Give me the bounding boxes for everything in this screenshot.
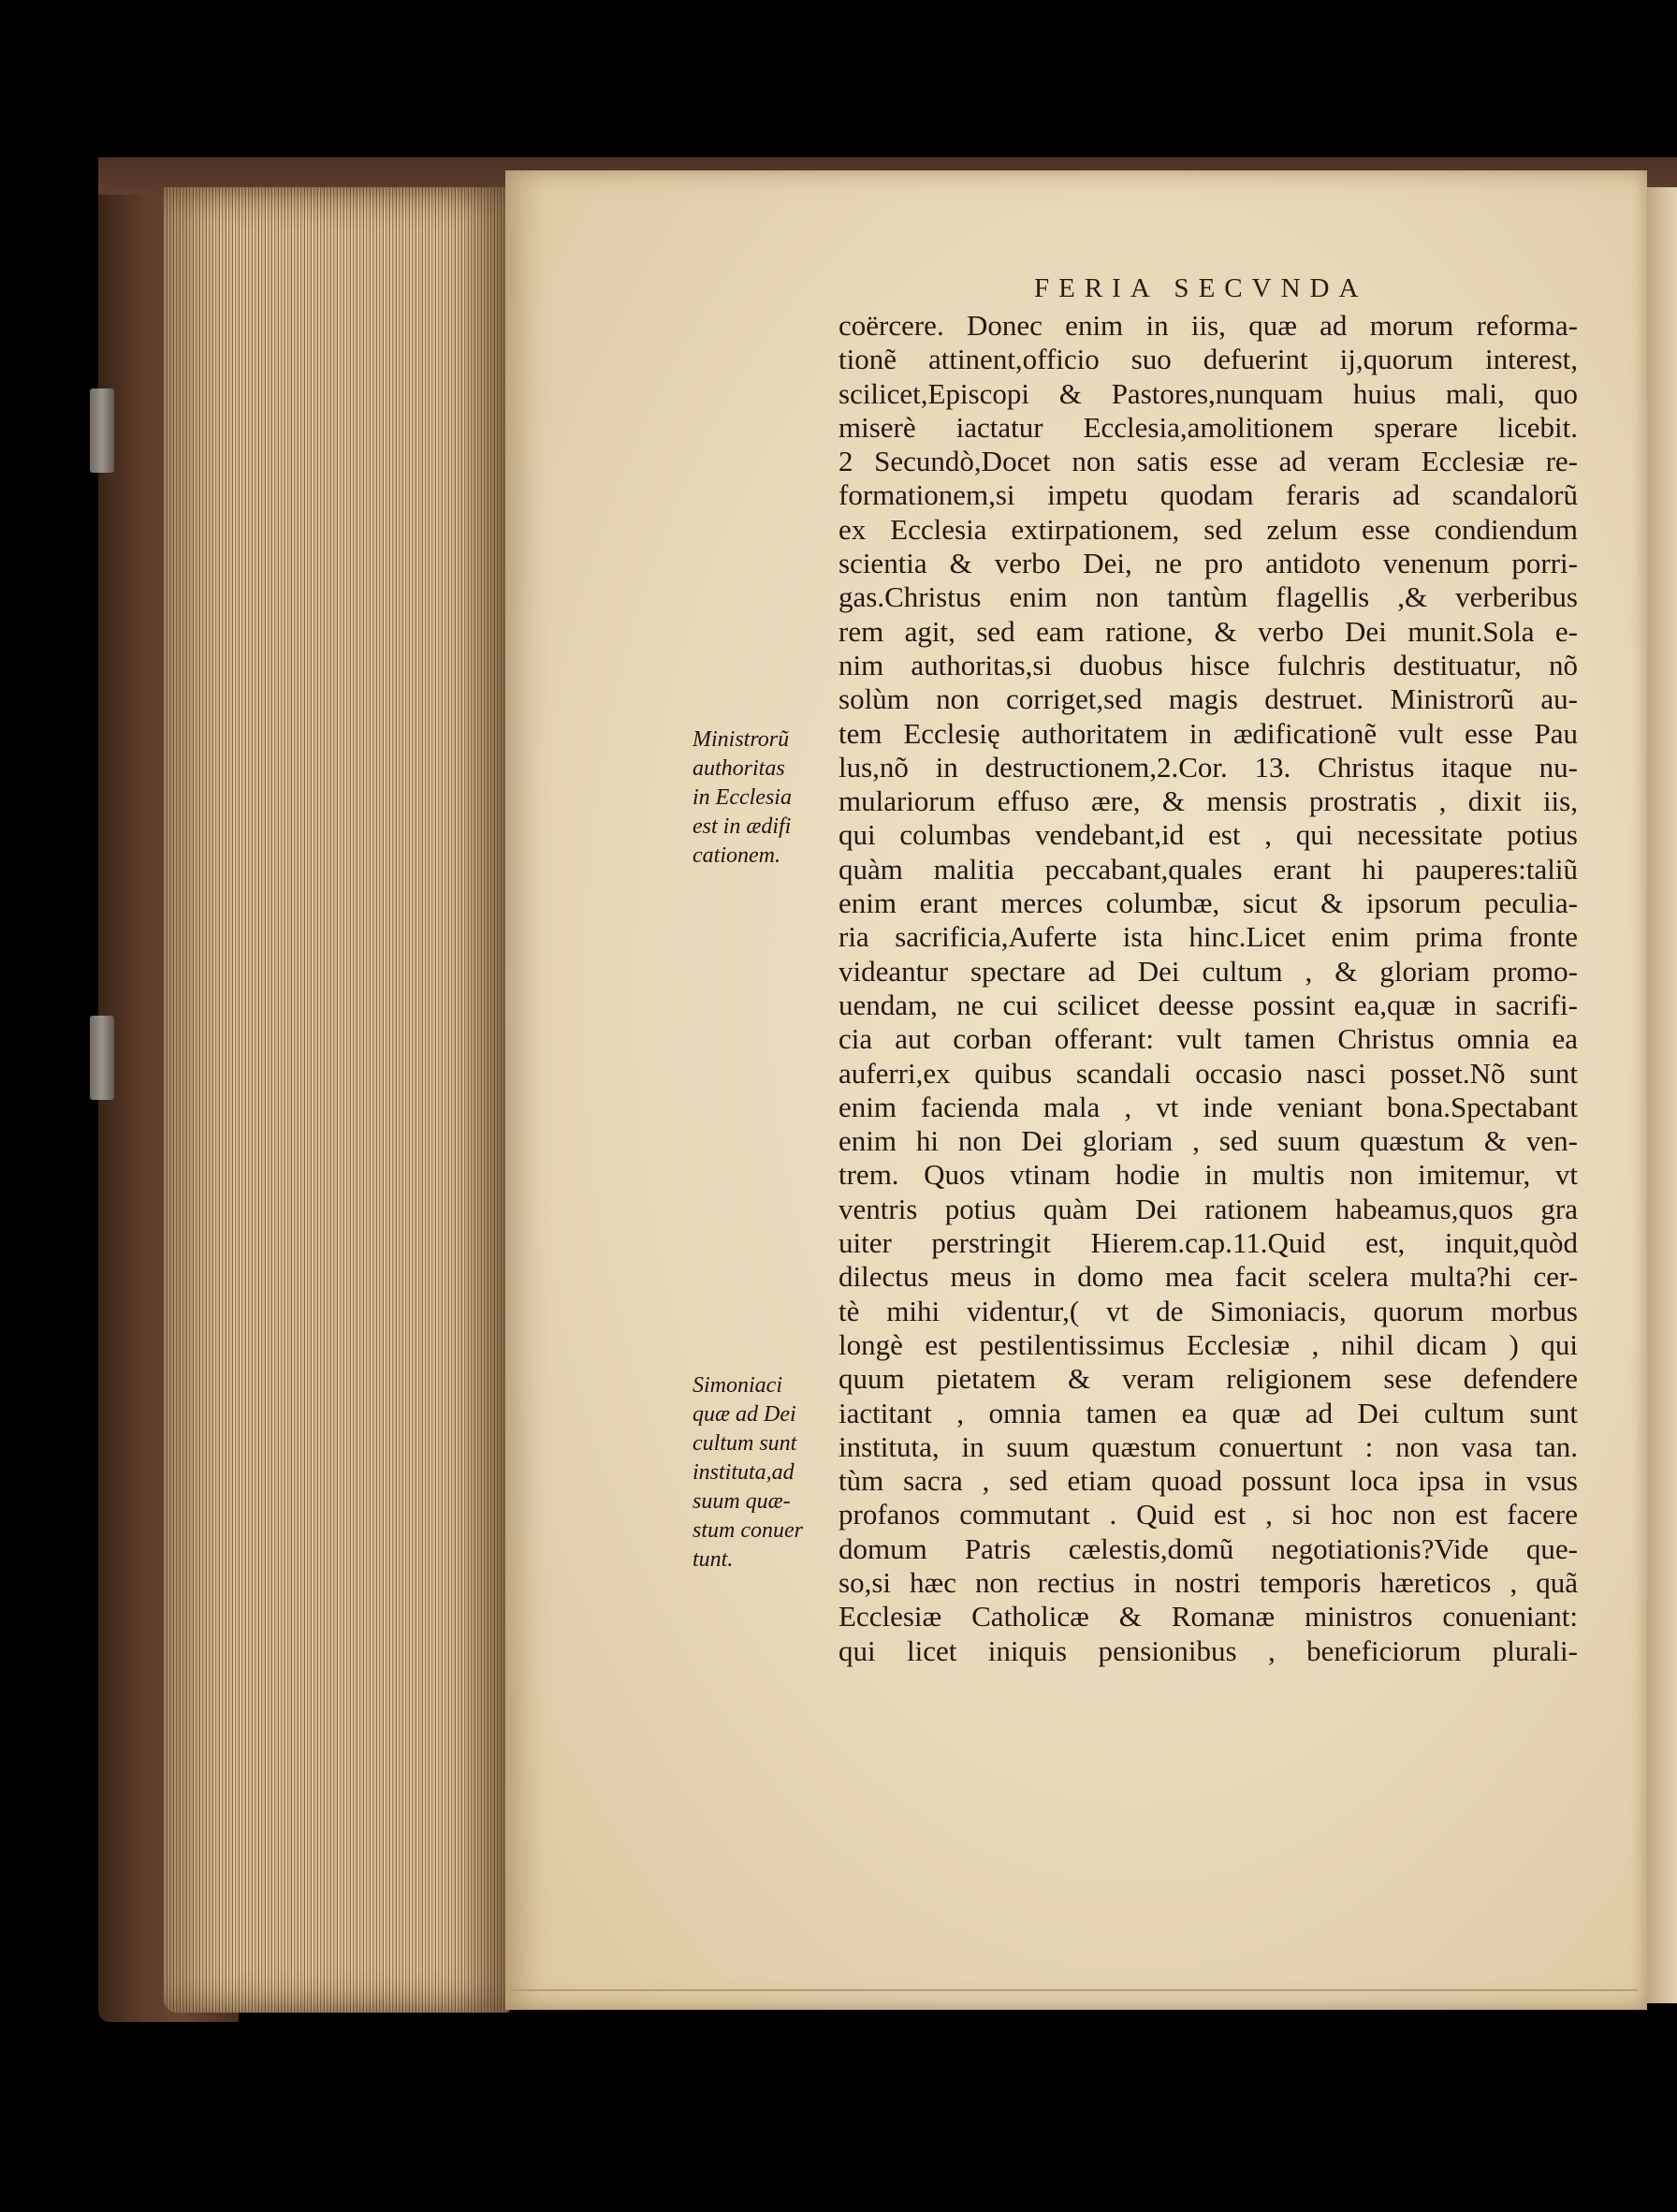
margin-note-line: Ministrorũ	[693, 727, 790, 752]
body-line: coërcere. Donec enim in iis, quæ ad morum reforma-	[838, 309, 1578, 342]
margin-note-line: cultum sunt	[693, 1431, 797, 1456]
margin-note-line: est in ædifi	[693, 814, 792, 839]
body-line: instituta, in suum quæstum conuertunt : non vasa tan.	[838, 1429, 1578, 1463]
body-line: scientia & verbo Dei, ne pro antidoto venenum porri-	[838, 547, 1578, 580]
body-line: tem Ecclesię authoritatem in ædificationẽ vult esse Pau	[838, 716, 1578, 750]
body-line: enim facienda mala , vt inde veniant bona.Spectabant	[838, 1090, 1578, 1123]
body-line: scilicet,Episcopi & Pastores,nunquam huius mali, quo	[838, 376, 1578, 410]
margin-note-line: instituta,ad	[693, 1460, 795, 1485]
margin-note-simoniaci	[693, 1371, 842, 1575]
body-line: ria sacrificia,Auferte ista hinc.Licet enim prima fronte	[838, 920, 1578, 954]
body-line: enim hi non Dei gloriam , sed suum quæstum & ven-	[838, 1124, 1578, 1158]
body-line: quàm malitia peccabant,quales erant hi pauperes:taliũ	[838, 852, 1578, 886]
body-line: profanos commutant . Quid est , si hoc non est facere	[838, 1498, 1578, 1531]
body-line: videantur spectare ad Dei cultum , & gloriam promo-	[838, 954, 1578, 988]
body-text	[838, 309, 1578, 1668]
body-line: dilectus meus in domo mea facit scelera multa?hi cer-	[838, 1260, 1578, 1294]
body-line: quum pietatem & veram religionem sese defendere	[838, 1362, 1578, 1396]
margin-note-line: Simoniaci	[693, 1373, 782, 1398]
body-line: cia aut corban offerant: vult tamen Christus omnia ea	[838, 1022, 1578, 1056]
body-line: tè mihi videntur,( vt de Simoniacis, quorum morbus	[838, 1294, 1578, 1327]
body-line: qui licet iniquis pensionibus , beneficiorum plurali-	[838, 1633, 1578, 1667]
margin-note-line: in Ecclesia	[693, 785, 792, 810]
clasp-pin-upper	[90, 388, 114, 473]
body-line: gas.Christus enim non tantùm flagellis ,& verberibus	[838, 580, 1578, 614]
body-line: formationem,si impetu quodam feraris ad scandalorũ	[838, 478, 1578, 512]
body-line: trem. Quos vtinam hodie in multis non imitemur, vt	[838, 1158, 1578, 1192]
margin-note-line: cationem.	[693, 843, 780, 868]
body-line: uiter perstringit Hierem.cap.11.Quid est, inquit,quòd	[838, 1226, 1578, 1260]
body-line: domum Patris cælestis,domũ negotiationis?Vide que-	[838, 1531, 1578, 1565]
body-line: ex Ecclesia extirpationem, sed zelum esse condiendum	[838, 512, 1578, 546]
body-line: lus,nõ in destructionem,2.Cor. 13. Christus itaque nu-	[838, 750, 1578, 784]
body-line: miserè iactatur Ecclesia,amolitionem sperare licebit.	[838, 410, 1578, 444]
body-line: nim authoritas,si duobus hisce fulchris destituatur, nõ	[838, 648, 1578, 681]
body-line: iactitant , omnia tamen ea quæ ad Dei cultum sunt	[838, 1396, 1578, 1429]
body-line: mulariorum effuso ære, & mensis prostratis , dixit iis,	[838, 784, 1578, 818]
page-block-edges	[164, 187, 510, 2013]
body-line: auferri,ex quibus scandali occasio nasci posset.Nõ sunt	[838, 1056, 1578, 1090]
body-line: ventris potius quàm Dei rationem habeamus,quos gra	[838, 1192, 1578, 1225]
body-line: solùm non corriget,sed magis destruet. Ministrorũ au-	[838, 682, 1578, 716]
body-line: uendam, ne cui scilicet deesse possint ea,quæ in sacrifi-	[838, 988, 1578, 1021]
margin-note-line: tunt.	[693, 1547, 734, 1572]
body-line: Ecclesiæ Catholicæ & Romanæ ministros conueniant:	[838, 1600, 1578, 1633]
running-head: FERIA SECVNDA	[1034, 273, 1368, 303]
body-line: tùm sacra , sed etiam quoad possunt loca ipsa in vsus	[838, 1464, 1578, 1498]
body-line: so,si hæc non rectius in nostri temporis hæreticos , quã	[838, 1565, 1578, 1599]
body-line: enim erant merces columbæ, sicut & ipsorum peculia-	[838, 886, 1578, 920]
clasp-pin-lower	[90, 1016, 114, 1100]
margin-note-line: quæ ad Dei	[693, 1402, 796, 1427]
body-line: qui columbas vendebant,id est , qui necessitate potius	[838, 818, 1578, 852]
margin-note-line: authoritas	[693, 756, 785, 781]
body-line: 2 Secundò,Docet non satis esse ad veram Ecclesiæ re-	[838, 445, 1578, 478]
margin-note-line: stum conuer	[693, 1518, 803, 1543]
margin-note-ministrorum	[693, 725, 842, 871]
body-line: tionẽ attinent,officio suo defuerint ij,quorum interest,	[838, 343, 1578, 376]
page-bottom-rule	[510, 1989, 1638, 1991]
margin-note-line: suum quæ-	[693, 1489, 791, 1514]
body-line: longè est pestilentissimus Ecclesiæ , nihil dicam ) qui	[838, 1327, 1578, 1361]
body-line: rem agit, sed eam ratione, & verbo Dei munit.Sola e-	[838, 614, 1578, 648]
